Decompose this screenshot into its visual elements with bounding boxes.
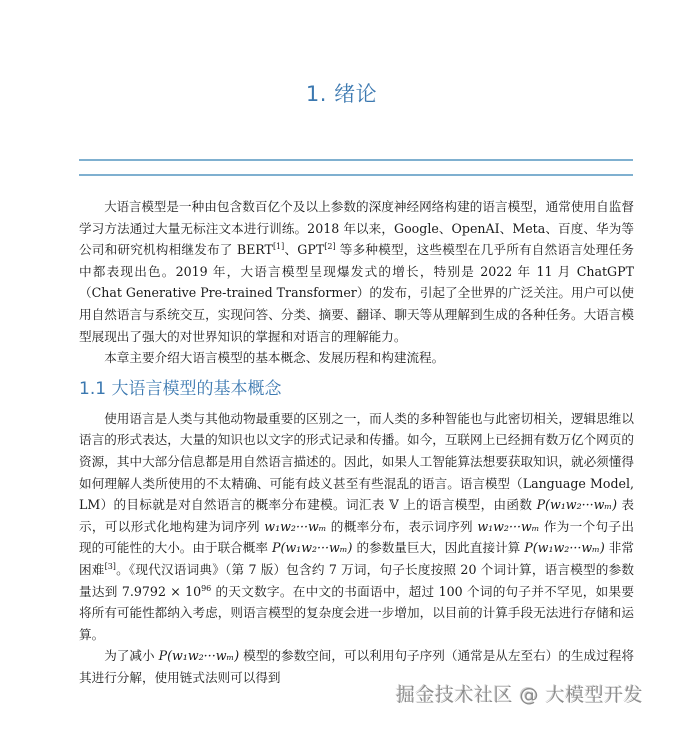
citation-2[interactable]: [2] xyxy=(324,242,336,252)
math-expression: w₁w₂···wₘ xyxy=(477,518,540,534)
header-rule-bottom xyxy=(79,174,633,176)
exponent: 96 xyxy=(201,583,212,593)
section-paragraph: 为了减小 P(w₁w₂···wₘ) 模型的参数空间，可以利用句子序列（通常是从左至右）的生成过程将其进行分解，使用链式法则可以得到 xyxy=(79,648,634,685)
watermark: 掘金技术社区 @ 大模型开发 xyxy=(396,684,644,706)
chapter-title: 1. 绪论 xyxy=(305,82,378,106)
intro-paragraph: 大语言模型是一种由包含数百亿个及以上参数的深度神经网络构建的语言模型，通常使用自监督学习方法通过大量无标注文本进行训练。2018 年以来，Google、OpenAI、Meta、百度、华为等公司和研究机构相继发布了 BERT[1]、GPT[2] 等多种模型，这些模型在几乎所有自然语言处理任务中都表现出色。2019 年，大语言模型呈现爆发式的增长，特别是 2022 年 11 月 ChatGPT（Chat Generative Pre-trained Transformer）的发布，引起了全世界的广泛关注。用户可以使用自然语言与系统交互，实现问答、分类、摘要、翻译、聊天等从理解到生成的各种任务。大语言模型展现出了强大的对世界知识的掌握和对语言的理解能力。 xyxy=(79,199,635,344)
header-rule-top xyxy=(79,159,633,161)
document-body xyxy=(79,196,634,688)
math-expression: P(w₁w₂···wₘ) xyxy=(524,540,605,556)
section-title: 1.1 大语言模型的基本概念 xyxy=(79,378,282,399)
term-llm: 大语言模型 xyxy=(104,199,167,214)
citation-1[interactable]: [1] xyxy=(272,242,285,252)
math-expression: P(w₁w₂···wₘ) xyxy=(536,497,618,513)
section-paragraph: 使用语言是人类与其他动物最重要的区别之一，而人类的多种智能也与此密切相关，逻辑思维以语言的形式表达，大量的知识也以文字的形式记录和传播。如今，互联网上已经拥有数万亿个网页的资源，其中大部分信息都是用自然语言描述的。因此，如果人工智能算法想要获取知识，就必须懂得如何理解人类所使用的不太精确、可能有歧义甚至有些混乱的语言。语言模型（Language Model, LM）的目标就是对自然语言的概率分布建模。词汇表 𝕍 上的语言模型，由函数 P(w₁w₂···wₘ) 表示，可以形式化地构建为词序列 w₁w₂···wₘ 的概率分布，表示词序列 w₁w₂···wₘ 作为一个句子出现的可能性的大小。由于联合概率 P(w₁w₂···wₘ) 的参数量巨大，因此直接计算 P(w₁w₂···wₘ) 非常困难[3]。《现代汉语词典》（第 7 版）包含约 7 万词，句子长度按照 20 个词计算，语言模型的参数量达到 $7.9792 \times 10^{96}$ 的天文数字。在中文的书面语中，超过 100 个词的句子并不罕见，如果要将所有可能性都纳入考虑，则语言模型的复杂度会进一步增加，以目前的计算手段无法进行存储和运算。 xyxy=(79,410,635,642)
term-language-model: 语言模型 xyxy=(460,475,510,491)
math-expression: P(w₁w₂···wₘ) xyxy=(272,540,353,556)
math-expression: w₁w₂···wₘ xyxy=(264,518,327,534)
math-expression: P(w₁w₂···wₘ) xyxy=(158,648,240,664)
chapter-overview-paragraph: 本章主要介绍大语言模型的基本概念、发展历程和构建流程。 xyxy=(104,350,445,366)
citation-3[interactable]: [3] xyxy=(104,561,116,571)
